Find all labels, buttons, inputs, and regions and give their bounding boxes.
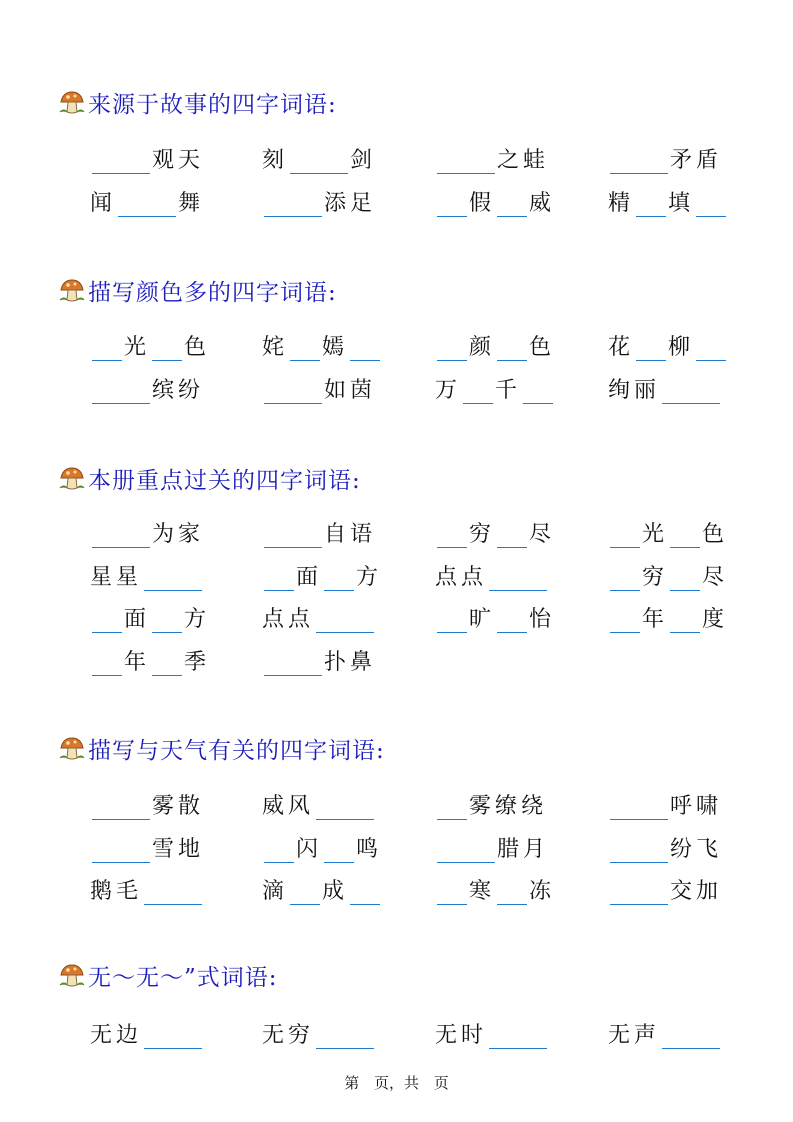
idiom-item	[435, 599, 555, 633]
fill-in-blank[interactable]	[610, 880, 668, 905]
idiom-character: 无声	[608, 1023, 661, 1048]
mushroom-icon	[58, 961, 86, 989]
page-footer: 第 页，共 页	[344, 1074, 449, 1092]
idiom-character: 扑鼻	[324, 650, 377, 675]
idiom-item	[90, 557, 204, 591]
section-title: 来源于故事的四字词语:	[88, 91, 337, 118]
idiom-character: 色	[529, 335, 556, 360]
idiom-item	[435, 140, 549, 174]
section-title: 无～无～”式词语:	[88, 964, 278, 991]
fill-in-blank[interactable]	[92, 838, 150, 863]
idiom-item	[262, 327, 382, 361]
idiom-character: 年	[124, 650, 151, 675]
idiom-character: 方	[356, 565, 383, 590]
idiom-character: 点点	[435, 565, 488, 590]
idiom-character: 纷飞	[670, 837, 723, 862]
fill-in-blank[interactable]	[437, 336, 467, 361]
idiom-character: 星星	[90, 565, 143, 590]
idiom-character: 万	[435, 378, 462, 403]
word-row	[0, 514, 793, 548]
fill-in-blank[interactable]	[523, 379, 553, 404]
idiom-character: 雾缭绕	[469, 794, 548, 819]
fill-in-blank[interactable]	[290, 880, 320, 905]
fill-in-blank[interactable]	[144, 566, 202, 591]
idiom-character: 旷	[469, 607, 496, 632]
idiom-item	[262, 829, 382, 863]
fill-in-blank[interactable]	[437, 192, 467, 217]
idiom-character: 寒	[469, 879, 496, 904]
fill-in-blank[interactable]	[316, 608, 374, 633]
idiom-item	[262, 642, 376, 676]
idiom-character: 闻	[90, 191, 117, 216]
idiom-character: 观天	[152, 148, 205, 173]
fill-in-blank[interactable]	[264, 566, 294, 591]
idiom-character: 年	[642, 607, 669, 632]
fill-in-blank[interactable]	[670, 523, 700, 548]
fill-in-blank[interactable]	[497, 523, 527, 548]
section-title: 描写与天气有关的四字词语:	[88, 737, 385, 764]
idiom-character: 尽	[702, 565, 729, 590]
fill-in-blank[interactable]	[610, 566, 640, 591]
idiom-item	[262, 140, 376, 174]
fill-in-blank[interactable]	[662, 1024, 720, 1049]
idiom-item	[90, 786, 204, 820]
idiom-character: 之蛙	[497, 148, 550, 173]
fill-in-blank[interactable]	[152, 651, 182, 676]
mushroom-icon	[58, 88, 86, 116]
idiom-character: 威风	[262, 794, 315, 819]
idiom-item	[262, 599, 376, 633]
fill-in-blank[interactable]	[610, 795, 668, 820]
idiom-item	[608, 557, 728, 591]
fill-in-blank[interactable]	[92, 523, 150, 548]
idiom-item	[435, 557, 549, 591]
mushroom-icon	[58, 276, 86, 304]
idiom-character: 绚丽	[608, 378, 661, 403]
idiom-character: 闪	[296, 837, 323, 862]
fill-in-blank[interactable]	[316, 795, 374, 820]
idiom-item	[608, 599, 728, 633]
idiom-character: 光	[124, 335, 151, 360]
fill-in-blank[interactable]	[437, 149, 495, 174]
word-row	[0, 557, 793, 591]
fill-in-blank[interactable]	[350, 880, 380, 905]
idiom-item	[435, 1015, 549, 1049]
idiom-character: 剑	[350, 148, 377, 173]
idiom-character: 柳	[668, 335, 695, 360]
word-row	[0, 370, 793, 404]
idiom-item	[608, 140, 722, 174]
fill-in-blank[interactable]	[610, 149, 668, 174]
fill-in-blank[interactable]	[264, 838, 294, 863]
word-row	[0, 871, 793, 905]
section-heading	[58, 733, 385, 763]
fill-in-blank[interactable]	[92, 336, 122, 361]
idiom-item	[90, 514, 204, 548]
idiom-item	[435, 829, 549, 863]
idiom-item	[262, 514, 376, 548]
idiom-character: 光	[642, 522, 669, 547]
fill-in-blank[interactable]	[696, 336, 726, 361]
idiom-character: 鹅毛	[90, 879, 143, 904]
fill-in-blank[interactable]	[92, 651, 122, 676]
idiom-item	[608, 327, 728, 361]
fill-in-blank[interactable]	[610, 523, 640, 548]
fill-in-blank[interactable]	[636, 336, 666, 361]
idiom-character: 缤纷	[152, 378, 205, 403]
fill-in-blank[interactable]	[670, 566, 700, 591]
idiom-character: 花	[608, 335, 635, 360]
fill-in-blank[interactable]	[437, 880, 467, 905]
fill-in-blank[interactable]	[670, 608, 700, 633]
fill-in-blank[interactable]	[264, 651, 322, 676]
fill-in-blank[interactable]	[497, 880, 527, 905]
fill-in-blank[interactable]	[497, 608, 527, 633]
idiom-character: 方	[184, 607, 211, 632]
idiom-character: 为家	[152, 522, 205, 547]
idiom-item	[90, 642, 210, 676]
idiom-character: 如茵	[324, 378, 377, 403]
idiom-character: 腊月	[497, 837, 550, 862]
fill-in-blank[interactable]	[152, 336, 182, 361]
idiom-item	[262, 557, 382, 591]
fill-in-blank[interactable]	[290, 336, 320, 361]
word-row	[0, 183, 793, 217]
fill-in-blank[interactable]	[610, 608, 640, 633]
fill-in-blank[interactable]	[264, 192, 322, 217]
fill-in-blank[interactable]	[489, 1024, 547, 1049]
idiom-character: 姹	[262, 335, 289, 360]
idiom-item	[435, 370, 555, 404]
fill-in-blank[interactable]	[662, 379, 720, 404]
fill-in-blank[interactable]	[437, 838, 495, 863]
idiom-item	[90, 871, 204, 905]
idiom-item	[90, 1015, 204, 1049]
idiom-item	[262, 871, 382, 905]
idiom-character: 色	[184, 335, 211, 360]
idiom-item	[608, 829, 722, 863]
idiom-item	[435, 786, 547, 820]
section-heading	[58, 275, 337, 305]
idiom-character: 精	[608, 191, 635, 216]
idiom-item	[435, 871, 555, 905]
idiom-item	[90, 370, 204, 404]
fill-in-blank[interactable]	[264, 379, 322, 404]
idiom-item	[435, 327, 555, 361]
idiom-character: 度	[702, 607, 729, 632]
fill-in-blank[interactable]	[489, 566, 547, 591]
idiom-character: 矛盾	[670, 148, 723, 173]
word-row	[0, 829, 793, 863]
idiom-character: 鸣	[356, 837, 383, 862]
idiom-character: 无穷	[262, 1023, 315, 1048]
idiom-character: 穷	[469, 522, 496, 547]
word-row	[0, 786, 793, 820]
idiom-item	[262, 786, 376, 820]
word-row	[0, 1015, 793, 1049]
fill-in-blank[interactable]	[324, 566, 354, 591]
idiom-character: 呼啸	[670, 794, 723, 819]
fill-in-blank[interactable]	[290, 149, 348, 174]
fill-in-blank[interactable]	[610, 838, 668, 863]
fill-in-blank[interactable]	[497, 192, 527, 217]
idiom-item	[90, 599, 210, 633]
idiom-character: 无时	[435, 1023, 488, 1048]
fill-in-blank[interactable]	[92, 795, 150, 820]
word-row	[0, 599, 793, 633]
idiom-character: 色	[702, 522, 729, 547]
idiom-item	[608, 786, 722, 820]
idiom-character: 颜	[469, 335, 496, 360]
fill-in-blank[interactable]	[636, 192, 666, 217]
fill-in-blank[interactable]	[350, 336, 380, 361]
mushroom-icon	[58, 464, 86, 492]
idiom-character: 威	[529, 191, 556, 216]
fill-in-blank[interactable]	[144, 1024, 202, 1049]
word-row	[0, 327, 793, 361]
fill-in-blank[interactable]	[437, 523, 467, 548]
fill-in-blank[interactable]	[92, 608, 122, 633]
idiom-character: 季	[184, 650, 211, 675]
section-title: 描写颜色多的四字词语:	[88, 279, 337, 306]
fill-in-blank[interactable]	[118, 192, 176, 217]
idiom-character: 自语	[324, 522, 377, 547]
idiom-item	[262, 1015, 376, 1049]
fill-in-blank[interactable]	[264, 523, 322, 548]
idiom-item	[90, 327, 210, 361]
idiom-item	[435, 183, 555, 217]
section-title: 本册重点过关的四字词语:	[88, 467, 361, 494]
fill-in-blank[interactable]	[144, 880, 202, 905]
idiom-item	[262, 183, 376, 217]
idiom-character: 滴	[262, 879, 289, 904]
idiom-item	[262, 370, 376, 404]
section-heading	[58, 960, 278, 990]
idiom-character: 雪地	[152, 837, 205, 862]
idiom-character: 添足	[324, 191, 377, 216]
word-row	[0, 140, 793, 174]
idiom-character: 冻	[529, 879, 556, 904]
fill-in-blank[interactable]	[497, 336, 527, 361]
idiom-item	[608, 1015, 722, 1049]
fill-in-blank[interactable]	[437, 795, 467, 820]
word-row	[0, 642, 793, 676]
idiom-item	[608, 871, 722, 905]
idiom-item	[435, 514, 555, 548]
idiom-character: 千	[495, 378, 522, 403]
fill-in-blank[interactable]	[92, 149, 150, 174]
idiom-item	[90, 183, 204, 217]
idiom-item	[90, 140, 204, 174]
idiom-character: 成	[322, 879, 349, 904]
idiom-character: 无边	[90, 1023, 143, 1048]
idiom-character: 雾散	[152, 794, 205, 819]
idiom-item	[608, 183, 728, 217]
idiom-character: 假	[469, 191, 496, 216]
fill-in-blank[interactable]	[463, 379, 493, 404]
idiom-character: 穷	[642, 565, 669, 590]
idiom-character: 舞	[178, 191, 205, 216]
idiom-character: 尽	[529, 522, 556, 547]
idiom-character: 点点	[262, 607, 315, 632]
mushroom-icon	[58, 734, 86, 762]
idiom-item	[608, 514, 728, 548]
idiom-character: 填	[668, 191, 695, 216]
idiom-character: 怡	[529, 607, 556, 632]
idiom-item	[90, 829, 204, 863]
idiom-character: 嫣	[322, 335, 349, 360]
fill-in-blank[interactable]	[316, 1024, 374, 1049]
fill-in-blank[interactable]	[437, 608, 467, 633]
fill-in-blank[interactable]	[696, 192, 726, 217]
idiom-character: 面	[296, 565, 323, 590]
idiom-character: 面	[124, 607, 151, 632]
fill-in-blank[interactable]	[92, 379, 150, 404]
idiom-character: 刻	[262, 148, 289, 173]
idiom-item	[608, 370, 722, 404]
fill-in-blank[interactable]	[152, 608, 182, 633]
section-heading	[58, 463, 361, 493]
section-heading	[58, 87, 337, 117]
idiom-character: 交加	[670, 879, 723, 904]
fill-in-blank[interactable]	[324, 838, 354, 863]
